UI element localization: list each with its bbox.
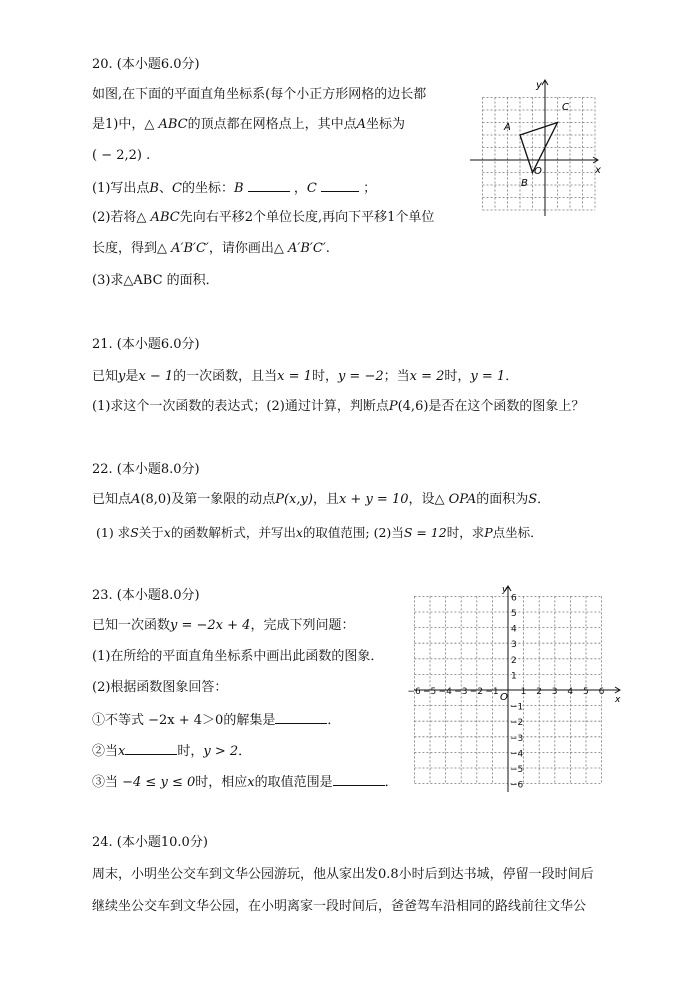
- y-tick-label: −1: [510, 702, 524, 713]
- x-tick-label: 3: [551, 687, 558, 697]
- q20-part2-cont: 长度，得到△ A′B′C′，请你画出△ A′B′C′.: [92, 241, 330, 256]
- y-axis-label: y: [536, 80, 542, 91]
- answer-blank-inequality[interactable]: [275, 710, 327, 724]
- q20-line2: 是1)中，△ ABC的顶点都在网格点上，其中点A坐标为: [92, 117, 406, 132]
- x-axis-label: x: [615, 695, 621, 705]
- q21-line2: (1)求这个一次函数的表达式；(2)通过计算，判断点P(4,6)是否在这个函数的图象上？: [92, 399, 585, 414]
- q23-line5: ②当x 时，y > 2．: [92, 741, 251, 761]
- y-tick-label: −5: [510, 765, 524, 775]
- x-tick-label: −1: [485, 687, 499, 697]
- x-axis-label: x: [595, 165, 601, 176]
- answer-blank-c[interactable]: [321, 178, 359, 192]
- origin-label: O: [534, 166, 542, 177]
- q22-header: 22. (本小题8.0分): [92, 462, 200, 477]
- y-tick-label: 5: [511, 609, 517, 619]
- x-tick-label: 5: [583, 687, 589, 697]
- q23-line6: ③当 −4 ≤ y ≤ 0时，相应x的取值范围是 ．: [92, 772, 398, 792]
- y-tick-label: 3: [511, 640, 517, 651]
- x-tick-label: −3: [454, 687, 468, 697]
- y-tick-label: 4: [511, 624, 517, 635]
- q20-line1: 如图,在下面的平面直角坐标系(每个小正方形网格的边长都: [92, 87, 427, 102]
- x-tick-label: −2: [469, 687, 484, 697]
- y-tick-label: 1: [511, 671, 517, 682]
- q24-line1: 周末，小明坐公交车到文华公园游玩，他从家出发0.8小时后到达书城，停留一段时间后: [92, 867, 594, 882]
- point-a-label: A: [504, 122, 511, 133]
- y-tick-label: 6: [511, 593, 517, 604]
- answer-blank-y-range[interactable]: [333, 772, 385, 786]
- x-tick-label: −6: [407, 687, 421, 697]
- q23-line4: ①不等式 −2x + 4＞0的解集是 ．: [92, 710, 340, 730]
- point-c-label: C: [562, 102, 569, 113]
- y-tick-label: −2: [510, 718, 524, 729]
- x-tick-label: −4: [438, 687, 452, 697]
- q24-line2: 继续坐公交车到文华公园，在小明离家一段时间后，爸爸驾车沿相同的路线前往文华公: [92, 899, 587, 914]
- x-tick-label: 2: [536, 687, 542, 697]
- point-b-label: B: [521, 178, 528, 189]
- x-tick-label: 6: [598, 687, 605, 697]
- x-tick-label: −5: [423, 687, 437, 697]
- q24-header: 24. (本小题10.0分): [92, 835, 208, 850]
- q20-part2: (2)若将△ ABC先向右平移2个单位长度,再向下平移1个单位: [92, 210, 435, 225]
- y-tick-label: 2: [511, 655, 517, 666]
- q20-coordinate-figure: [470, 76, 610, 221]
- q23-header: 23. (本小题8.0分): [92, 588, 200, 603]
- q21-header: 21. (本小题6.0分): [92, 337, 200, 352]
- q20-part3: (3)求△ABC 的面积．: [92, 273, 219, 288]
- q23-line1: 已知一次函数y = −2x + 4，完成下列问题：: [92, 618, 355, 633]
- x-tick-label: 1: [520, 687, 527, 697]
- x-tick-label: 4: [567, 687, 574, 697]
- q22-line1: 已知点A(8,0)及第一象限的动点P(x,y)，且x + y = 10，设△ OPA的面积为S．: [92, 492, 551, 507]
- y-tick-label: −4: [510, 749, 524, 760]
- q23-line2: (1)在所给的平面直角坐标系中画出此函数的图象．: [92, 649, 384, 664]
- q20-part1: (1)写出点B、C的坐标：B ，C ；: [92, 178, 376, 198]
- origin-label: O: [500, 692, 508, 703]
- answer-blank-b[interactable]: [248, 178, 290, 192]
- y-tick-label: −3: [510, 733, 524, 744]
- q23-coordinate-grid[interactable]: [407, 582, 625, 794]
- q20-line3: ( − 2,2) .: [92, 148, 151, 163]
- q22-line2: (1) 求S关于x的函数解析式，并写出x的取值范围; (2)当S = 12时，求P点坐标．: [96, 525, 543, 540]
- q20-header: 20. (本小题6.0分): [92, 57, 200, 72]
- y-tick-label: −6: [510, 780, 524, 791]
- y-axis-label: y: [502, 585, 508, 595]
- answer-blank-x-range[interactable]: [125, 741, 177, 755]
- q23-line3: (2)根据函数图象回答：: [92, 680, 228, 695]
- q21-line1: 已知y是x − 1的一次函数，且当x = 1时，y = −2；当x = 2时，y = 1．: [92, 369, 519, 384]
